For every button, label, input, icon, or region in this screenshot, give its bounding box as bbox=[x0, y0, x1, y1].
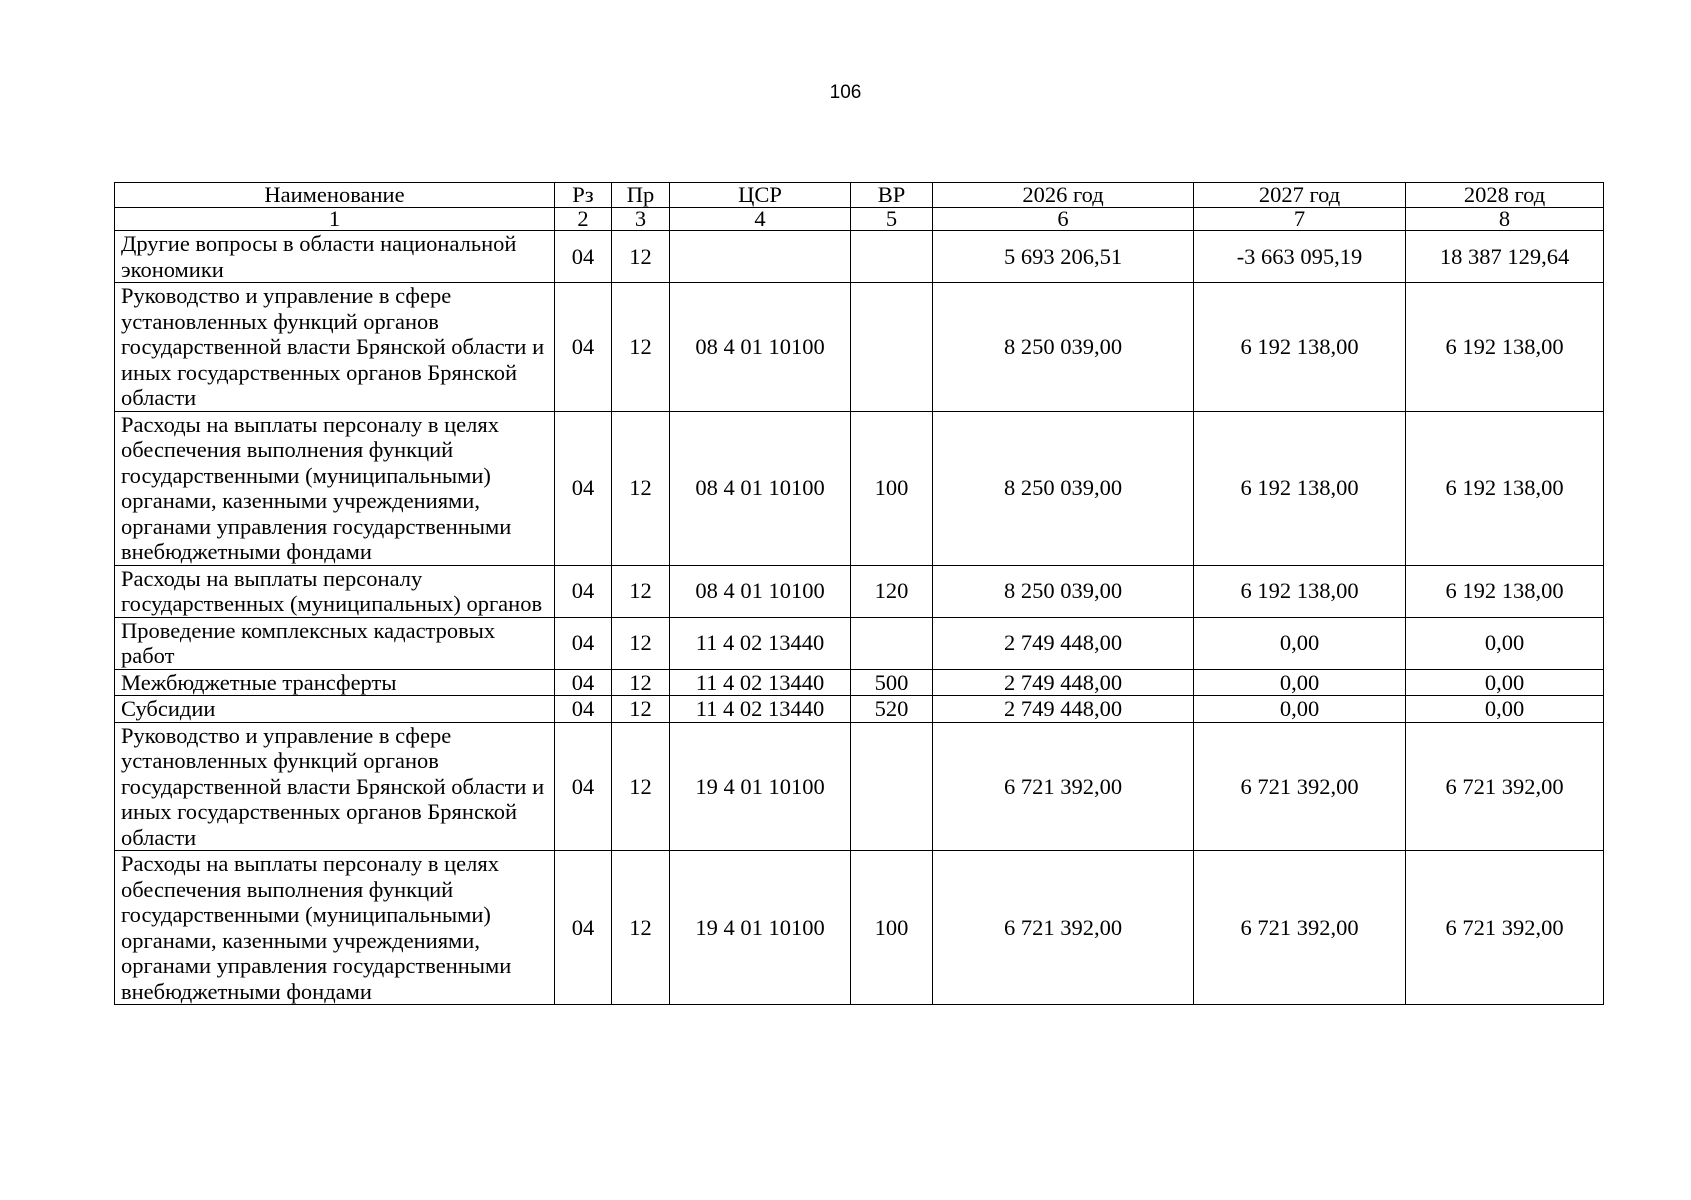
pr-cell: 12 bbox=[612, 669, 670, 696]
vr-cell: 100 bbox=[851, 851, 933, 1005]
amount-2026-cell: 2 749 448,00 bbox=[933, 669, 1194, 696]
csr-cell: 08 4 01 10100 bbox=[670, 565, 851, 617]
rz-cell: 04 bbox=[555, 565, 612, 617]
column-number-cell: 1 bbox=[115, 208, 555, 231]
rz-cell: 04 bbox=[555, 696, 612, 723]
rz-cell: 04 bbox=[555, 283, 612, 412]
header-cell-name: Наименование bbox=[115, 183, 555, 208]
header-cell-2027: 2027 год bbox=[1194, 183, 1406, 208]
rz-cell: 04 bbox=[555, 411, 612, 565]
csr-cell: 08 4 01 10100 bbox=[670, 411, 851, 565]
amount-2028-cell: 6 721 392,00 bbox=[1406, 851, 1604, 1005]
name-cell: Межбюджетные трансферты bbox=[115, 669, 555, 696]
pr-cell: 12 bbox=[612, 283, 670, 412]
amount-2028-cell: 6 192 138,00 bbox=[1406, 411, 1604, 565]
amount-2027-cell: 0,00 bbox=[1194, 669, 1406, 696]
rz-cell: 04 bbox=[555, 617, 612, 669]
amount-2028-cell: 0,00 bbox=[1406, 617, 1604, 669]
amount-2026-cell: 6 721 392,00 bbox=[933, 851, 1194, 1005]
amount-2027-cell: 6 721 392,00 bbox=[1194, 722, 1406, 851]
table-row bbox=[115, 411, 1604, 565]
csr-cell: 08 4 01 10100 bbox=[670, 283, 851, 412]
column-number-cell: 5 bbox=[851, 208, 933, 231]
vr-cell bbox=[851, 283, 933, 412]
pr-cell: 12 bbox=[612, 617, 670, 669]
pr-cell: 12 bbox=[612, 696, 670, 723]
csr-cell: 11 4 02 13440 bbox=[670, 669, 851, 696]
column-number-cell: 2 bbox=[555, 208, 612, 231]
csr-cell bbox=[670, 231, 851, 283]
name-cell: Расходы на выплаты персоналу в целях обеспечения выполнения функций государственными (муниципальными) органами, казенными учреждениями, органами управления государственными внебюджетными фондами bbox=[115, 851, 555, 1005]
column-number-cell: 8 bbox=[1406, 208, 1604, 231]
name-cell: Руководство и управление в сфере установленных функций органов государственной власти Брянской области и иных государственных органов Брянской области bbox=[115, 283, 555, 412]
vr-cell: 100 bbox=[851, 411, 933, 565]
column-number-cell: 4 bbox=[670, 208, 851, 231]
table-row bbox=[115, 722, 1604, 851]
header-cell-rz: Рз bbox=[555, 183, 612, 208]
pr-cell: 12 bbox=[612, 722, 670, 851]
amount-2028-cell: 18 387 129,64 bbox=[1406, 231, 1604, 283]
amount-2028-cell: 6 721 392,00 bbox=[1406, 722, 1604, 851]
column-number-cell: 6 bbox=[933, 208, 1194, 231]
vr-cell: 500 bbox=[851, 669, 933, 696]
table-row bbox=[115, 696, 1604, 723]
amount-2026-cell: 5 693 206,51 bbox=[933, 231, 1194, 283]
vr-cell: 120 bbox=[851, 565, 933, 617]
header-cell-csr: ЦСР bbox=[670, 183, 851, 208]
table-body bbox=[115, 183, 1604, 1005]
column-number-cell: 7 bbox=[1194, 208, 1406, 231]
pr-cell: 12 bbox=[612, 231, 670, 283]
name-cell: Расходы на выплаты персоналу государственных (муниципальных) органов bbox=[115, 565, 555, 617]
pr-cell: 12 bbox=[612, 851, 670, 1005]
name-cell: Субсидии bbox=[115, 696, 555, 723]
rz-cell: 04 bbox=[555, 231, 612, 283]
page-number: 106 bbox=[829, 82, 862, 103]
csr-cell: 11 4 02 13440 bbox=[670, 617, 851, 669]
budget-table bbox=[114, 182, 1604, 1005]
rz-cell: 04 bbox=[555, 851, 612, 1005]
amount-2027-cell: 6 721 392,00 bbox=[1194, 851, 1406, 1005]
amount-2026-cell: 8 250 039,00 bbox=[933, 283, 1194, 412]
name-cell: Руководство и управление в сфере установленных функций органов государственной власти Брянской области и иных государственных органов Брянской области bbox=[115, 722, 555, 851]
amount-2027-cell: 0,00 bbox=[1194, 696, 1406, 723]
table-row bbox=[115, 617, 1604, 669]
amount-2028-cell: 6 192 138,00 bbox=[1406, 283, 1604, 412]
header-cell-2026: 2026 год bbox=[933, 183, 1194, 208]
csr-cell: 11 4 02 13440 bbox=[670, 696, 851, 723]
header-cell-2028: 2028 год bbox=[1406, 183, 1604, 208]
header-cell-vr: ВР bbox=[851, 183, 933, 208]
amount-2027-cell: -3 663 095,19 bbox=[1194, 231, 1406, 283]
amount-2026-cell: 8 250 039,00 bbox=[933, 411, 1194, 565]
amount-2026-cell: 2 749 448,00 bbox=[933, 617, 1194, 669]
column-number-row bbox=[115, 208, 1604, 231]
amount-2027-cell: 0,00 bbox=[1194, 617, 1406, 669]
amount-2026-cell: 8 250 039,00 bbox=[933, 565, 1194, 617]
vr-cell: 520 bbox=[851, 696, 933, 723]
amount-2028-cell: 0,00 bbox=[1406, 696, 1604, 723]
table-row bbox=[115, 851, 1604, 1005]
vr-cell bbox=[851, 617, 933, 669]
rz-cell: 04 bbox=[555, 669, 612, 696]
name-cell: Расходы на выплаты персоналу в целях обеспечения выполнения функций государственными (муниципальными) органами, казенными учреждениями, органами управления государственными внебюджетными фондами bbox=[115, 411, 555, 565]
pr-cell: 12 bbox=[612, 565, 670, 617]
table-row bbox=[115, 283, 1604, 412]
amount-2027-cell: 6 192 138,00 bbox=[1194, 283, 1406, 412]
csr-cell: 19 4 01 10100 bbox=[670, 851, 851, 1005]
vr-cell bbox=[851, 231, 933, 283]
column-number-cell: 3 bbox=[612, 208, 670, 231]
rz-cell: 04 bbox=[555, 722, 612, 851]
csr-cell: 19 4 01 10100 bbox=[670, 722, 851, 851]
name-cell: Другие вопросы в области национальной экономики bbox=[115, 231, 555, 283]
amount-2027-cell: 6 192 138,00 bbox=[1194, 565, 1406, 617]
vr-cell bbox=[851, 722, 933, 851]
amount-2026-cell: 2 749 448,00 bbox=[933, 696, 1194, 723]
table-row bbox=[115, 565, 1604, 617]
amount-2028-cell: 0,00 bbox=[1406, 669, 1604, 696]
amount-2027-cell: 6 192 138,00 bbox=[1194, 411, 1406, 565]
table-row bbox=[115, 669, 1604, 696]
pr-cell: 12 bbox=[612, 411, 670, 565]
table-row bbox=[115, 231, 1604, 283]
name-cell: Проведение комплексных кадастровых работ bbox=[115, 617, 555, 669]
header-row bbox=[115, 183, 1604, 208]
amount-2026-cell: 6 721 392,00 bbox=[933, 722, 1194, 851]
amount-2028-cell: 6 192 138,00 bbox=[1406, 565, 1604, 617]
header-cell-pr: Пр bbox=[612, 183, 670, 208]
